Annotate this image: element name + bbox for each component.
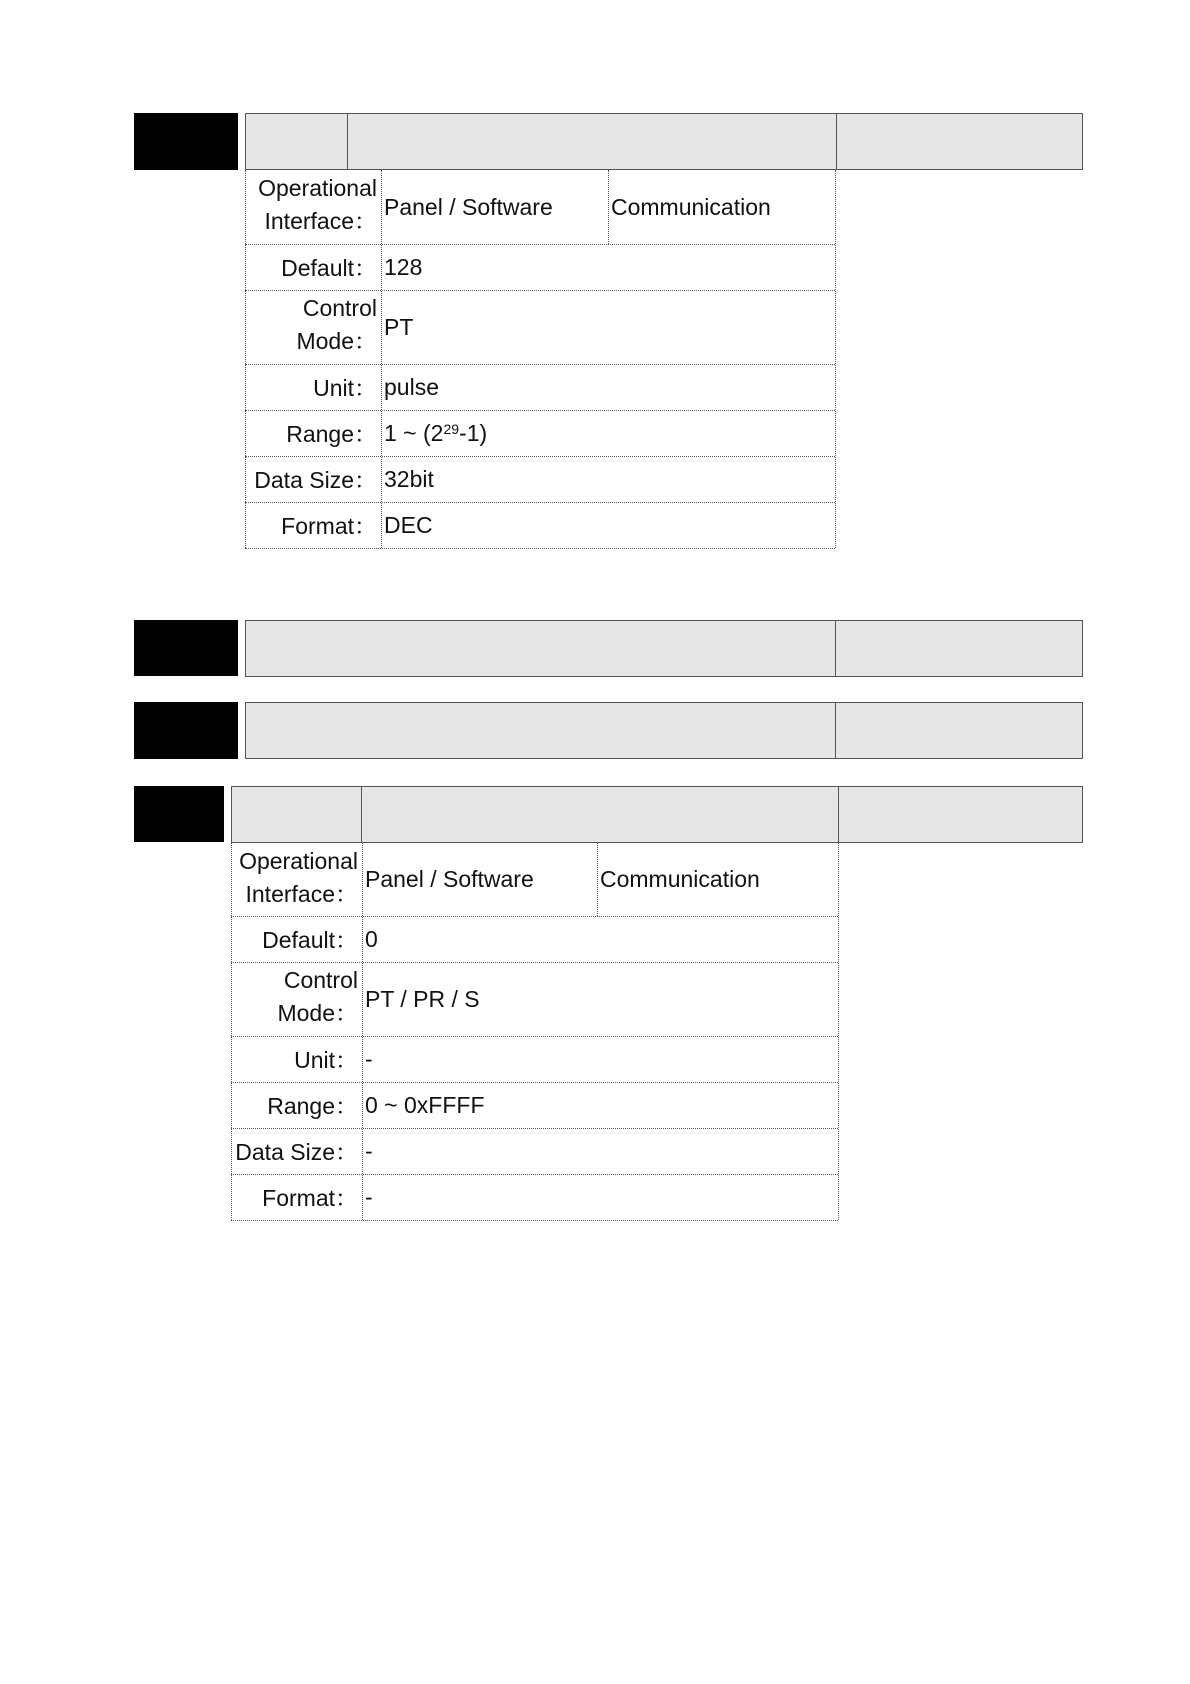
param-3-code-block [134, 702, 238, 759]
param-1-range-value: 1 ~ (2 $^{29}$ -1) [384, 419, 488, 446]
param-4-header-bar [231, 786, 1083, 843]
param-1-control-mode-value: PT [384, 313, 414, 340]
param-1-range-label: Range： [286, 421, 377, 447]
param-4-control-mode-label: Control Mode： [277, 967, 358, 1026]
param-4-code-block [134, 786, 224, 842]
param-4-unit-label: Unit： [294, 1047, 358, 1073]
param-1-interface-panel: Panel / Software [384, 193, 553, 220]
param-3-header-bar [245, 702, 1083, 759]
param-1-unit-label: Unit： [313, 375, 377, 401]
param-4-control-mode-value: PT / PR / S [365, 985, 480, 1012]
param-1-control-mode-label: Control Mode： [296, 295, 377, 354]
param-4-interface-communication: Communication [600, 866, 760, 892]
param-4-range-value: 0 ~ 0xFFFF [365, 1091, 485, 1118]
param-4-data-size-value: - [365, 1137, 373, 1164]
param-1-data-size-label: Data Size： [254, 467, 377, 493]
param-4-data-size-label: Data Size： [235, 1139, 358, 1165]
param-4-format-value: - [365, 1183, 373, 1210]
param-1-format-label: Format： [281, 513, 377, 539]
param-4-default-value: 0 [365, 925, 378, 952]
param-1-interface-communication: Communication [611, 193, 771, 220]
param-4-interface-label: Operational Interface： [239, 848, 358, 907]
param-4-interface-panel: Panel / Software [365, 866, 534, 892]
param-1-default-value: 128 [384, 253, 423, 280]
param-4-range-label: Range： [267, 1093, 358, 1119]
param-1-unit-value: pulse [384, 373, 439, 400]
param-1-format-value: DEC [384, 511, 433, 538]
param-2-code-block [134, 620, 238, 676]
param-2-header-bar [245, 620, 1083, 677]
param-1-data-size-value: 32bit [384, 465, 434, 492]
param-1-code-block [134, 113, 238, 170]
param-1-default-label: Default： [281, 255, 377, 281]
param-4-unit-value: - [365, 1045, 373, 1072]
param-1-header-bar [245, 113, 1083, 170]
param-4-format-label: Format： [262, 1185, 358, 1211]
param-4-default-label: Default： [262, 927, 358, 953]
param-1-interface-label: Operational Interface： [258, 175, 377, 234]
